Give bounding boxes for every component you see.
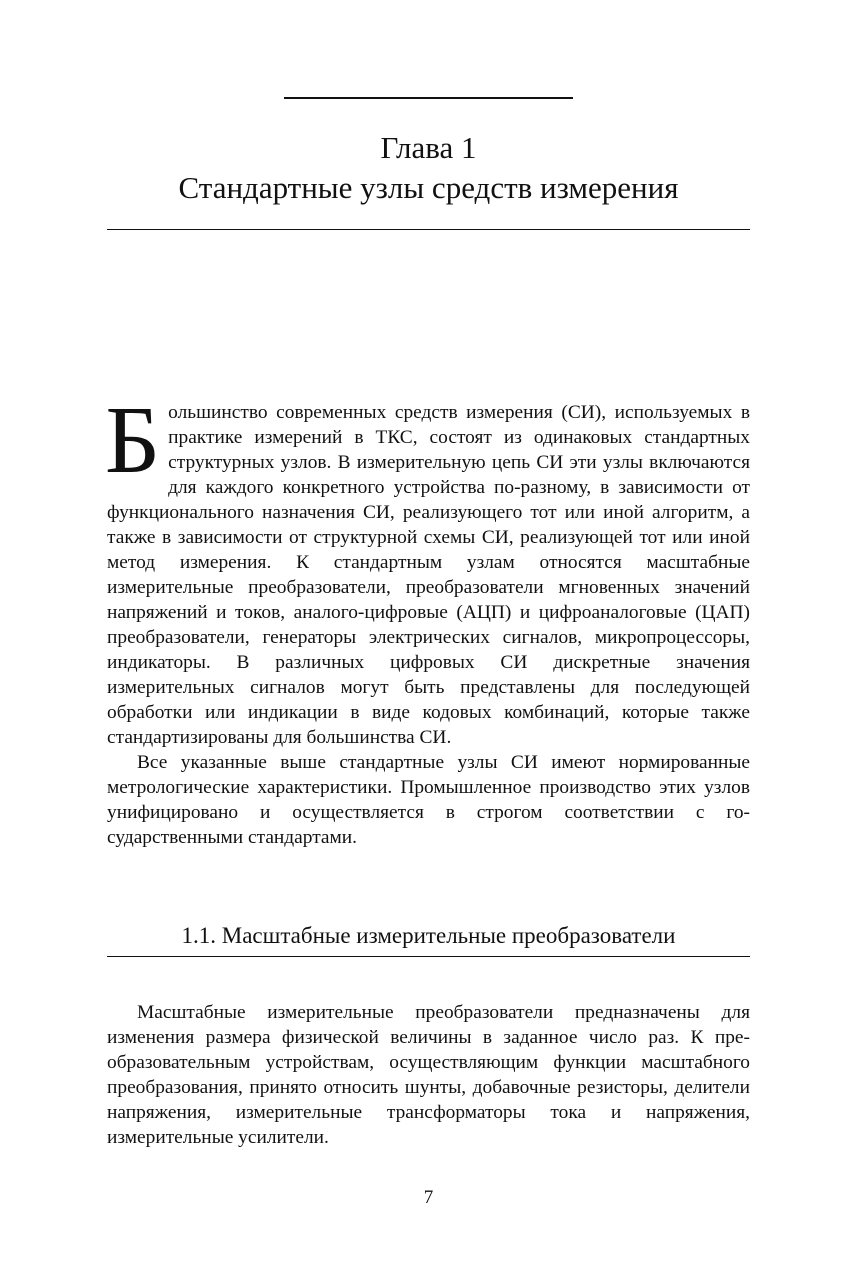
chapter-number: Глава 1 xyxy=(380,130,477,165)
chapter-top-rule xyxy=(284,97,573,99)
section-title: 1.1. Масштабные измерительные преобразователи xyxy=(181,923,676,948)
section-paragraph: Масштабные измерительные преобразователи предназначены для изменения размера физической величины в заданное число раз. К преобразовательным устройствам, осуществляющим функции масштабного преобразования, принято относить шунты, добавочные резисторы, делители напряжения, измерительные трансформаторы тока и напряжения, измерительные усилители. xyxy=(107,1002,750,1148)
intro-paragraph-1-text: ольшинство современных средств измерения (СИ), используемых в практике измерений в ТКС, состоят из одинаковых стандартных структурных узлов. В измерительную цепь СИ эти узлы включаются для каждого конкретного устройства по-разному, в зависимости от функционального назначения СИ, реализующего тот или иной алгоритм, а также в зависимости от структурной схемы СИ, реализующей тот или иной метод измерения. К стандартным узлам относятся масштабные измерительные преобразователи, преобразователи мгновенных значений напряжений и токов, аналого-цифровые (АЦП) и цифроаналоговые (ЦАП) преобразователи, генераторы электрических сигналов, микропроцессоры, индикаторы. В различных цифровых СИ дискретные значения измерительных сигналов могут быть представлены для последующей обработки или индикации в виде кодовых комбинаций, которые также стандартизированы для большинства СИ. xyxy=(107,402,750,748)
intro-text xyxy=(105,386,750,850)
chapter-title: Стандартные узлы средств измерения xyxy=(178,170,679,205)
intro-paragraph-1 xyxy=(105,386,750,750)
chapter-title-rule xyxy=(107,229,750,230)
intro-paragraph-2: Все указанные выше стандартные узлы СИ имеют нормированные метрологические характеристики. Промышленное производство этих узлов унифицировано и осуществляется в строгом соответствии с государственными стандартами. xyxy=(107,752,750,848)
drop-cap: Б xyxy=(105,386,161,493)
page-number: 7 xyxy=(423,1187,434,1208)
section-body xyxy=(107,1000,750,1150)
section-title-rule xyxy=(107,956,750,957)
